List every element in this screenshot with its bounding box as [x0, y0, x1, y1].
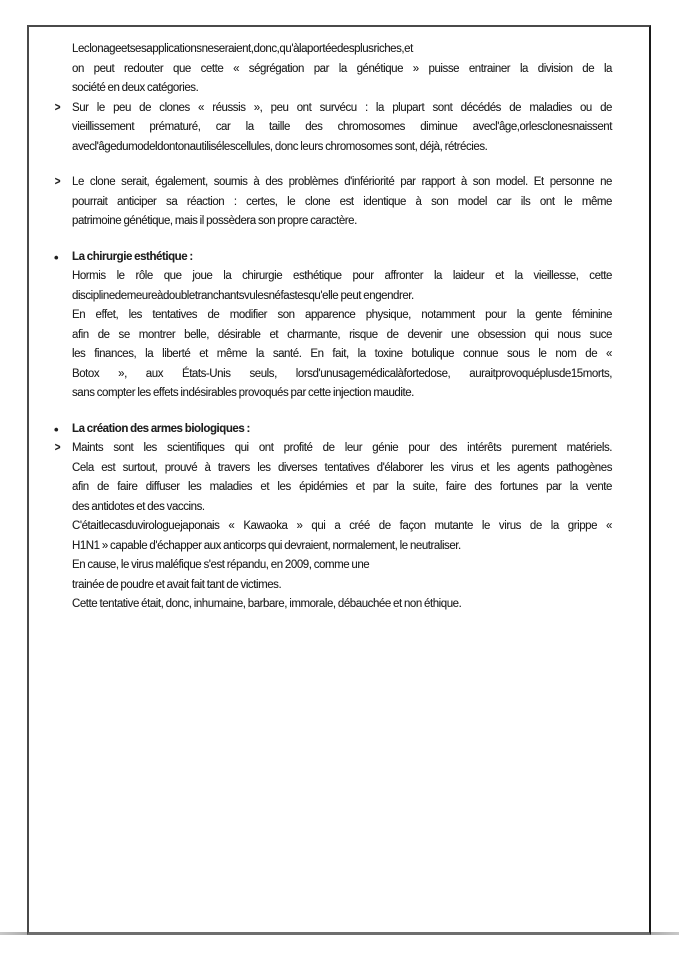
arrow-bullet-icon: > — [54, 175, 61, 189]
text-line: trainée de poudre et avait fait tant de victimes. — [72, 578, 282, 591]
text-line: disciplinedemeureàdoubletranchantsvulesnéfastesqu'elle peut engendrer. — [72, 289, 414, 302]
text-line: C'étaitlecasduvirologuejaponais « Kawaoka » qui a créé de façon mutante le virus de la grippe « — [72, 520, 612, 532]
text-line: Le clone serait, également, soumis à des problèmes d'infériorité par rapport à son model. Et personne ne — [72, 176, 612, 188]
page-content — [29, 27, 649, 615]
text-line: vieillissement prématuré, car la taille des chromosomes diminue avecl'âge,orlesclonesnaissent — [72, 121, 612, 133]
text-line: Hormis le rôle que joue la chirurgie esthétique pour affronter la laideur et la vieillesse, cette — [72, 270, 612, 282]
text-line: afin de faire diffuser les maladies et les épidémies et par la suite, faire des fortunes par la vente — [72, 481, 612, 493]
text-line: patrimoine génétique, mais il possèdera son propre caractère. — [72, 215, 357, 227]
text-line: avecl'âgedumodeldontonautilisélescellules, donc leurs chromosomes sont, déjà, rétrécies. — [72, 140, 488, 153]
text-line: Cela est surtout, prouvé à travers les diverses tentatives d'élaborer les virus et les agents pathogènes — [72, 461, 612, 474]
text-line: Sur le peu de clones « réussis », peu ont survécu : la plupart sont décédés de maladies ou de — [72, 101, 612, 114]
paragraph — [72, 40, 612, 99]
text-line: on peut redouter que cette « ségrégation par la génétique » puisse entrainer la division de la — [72, 62, 612, 75]
arrow-bullet-icon: > — [54, 441, 61, 455]
paragraph — [72, 267, 612, 306]
text-line: La création des armes biologiques : — [72, 422, 250, 435]
text-line: H1N1 » capable d'échapper aux anticorps qui devraient, normalement, le neutraliser. — [72, 539, 461, 552]
text-line: pourrait anticiper sa réaction : certes, le clone est identique à son model car ils ont le même — [72, 195, 612, 208]
arrow-list-item — [54, 99, 612, 158]
arrow-bullet-icon: > — [54, 100, 61, 115]
text-line: En cause, le virus maléfique s'est répandu, en 2009, comme une — [72, 559, 370, 571]
arrow-list-item — [54, 173, 612, 232]
text-line: Leclonageetsesapplicationsneseraient,donc,qu'àlaportéedesplusriches,et — [72, 43, 413, 55]
bullet-icon: • — [54, 249, 59, 265]
text-line: Cette tentative était, donc, inhumaine, barbare, immorale, débauchée et non éthique. — [72, 598, 462, 610]
document-page — [27, 25, 651, 935]
arrow-list-item — [54, 439, 612, 517]
section-heading — [54, 420, 612, 440]
bullet-icon: • — [54, 421, 59, 437]
paragraph — [72, 556, 612, 576]
paragraph — [72, 595, 612, 615]
text-line: Maints sont les scientifiques qui ont profité de leur génie pour des intérêts purement matériels. — [72, 442, 612, 454]
text-line: En effet, les tentatives de modifier son apparence physique, notamment pour la gente féminine — [72, 309, 612, 321]
text-line: société en deux catégories. — [72, 82, 199, 94]
text-line: les finances, la liberté et même la santé. En fait, la toxine botulique connue sous le nom de « — [72, 348, 612, 360]
text-line: La chirurgie esthétique : — [72, 250, 193, 263]
section-heading — [54, 248, 612, 268]
paragraph — [72, 576, 612, 596]
text-line: Botox », aux États-Unis seuls, lorsd'unusagemédicalàfortedose, auraitprovoquéplusde15morts, — [72, 367, 612, 380]
text-line: afin de se montrer belle, désirable et charmante, risque de devenir une obsession qui nous suce — [72, 328, 612, 341]
text-line: sans compter les effets indésirables provoqués par cette injection maudite. — [72, 387, 414, 399]
paragraph — [72, 306, 612, 404]
paragraph — [72, 517, 612, 556]
text-line: des antidotes et des vaccins. — [72, 500, 205, 513]
